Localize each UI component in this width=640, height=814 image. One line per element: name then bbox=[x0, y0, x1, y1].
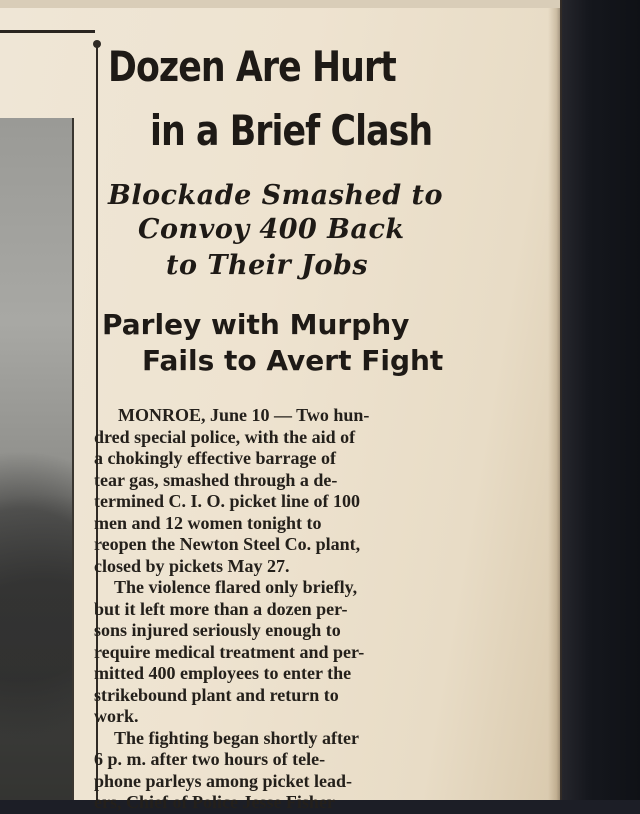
subhead-line-1: Parley with Murphy bbox=[102, 308, 410, 341]
headline-line-1: Dozen Are Hurt bbox=[108, 42, 396, 91]
deck-line-1: Blockade Smashed to bbox=[108, 180, 444, 211]
body-line: The fighting began shortly after bbox=[114, 727, 359, 748]
body-line: termined C. I. O. picket line of 100 bbox=[94, 491, 360, 511]
body-line: ers, Chief of Police Jesse Fisher bbox=[94, 792, 335, 812]
top-strip bbox=[0, 0, 560, 8]
body-line: phone parleys among picket lead- bbox=[94, 770, 353, 791]
body-line: closed by pickets May 27. bbox=[94, 555, 290, 576]
subhead-line-2: Fails to Avert Fight bbox=[142, 344, 444, 377]
body-line: The violence flared only briefly, bbox=[114, 577, 358, 597]
body-line: require medical treatment and per- bbox=[94, 641, 365, 662]
body-line: strikebound plant and return to bbox=[94, 684, 339, 705]
body-line: men and 12 women tonight to bbox=[94, 512, 322, 533]
headline-line-2: in a Brief Clash bbox=[150, 106, 433, 155]
photograph bbox=[0, 118, 74, 800]
body-line: sons injured seriously enough to bbox=[94, 620, 341, 640]
body-line: dred special police, with the aid of bbox=[94, 426, 356, 447]
deck-line-2: Convoy 400 Back bbox=[138, 214, 405, 245]
body-line: 6 p. m. after two hours of tele- bbox=[94, 749, 326, 769]
deck-line-3: to Their Jobs bbox=[166, 250, 369, 281]
column-rule-ornament bbox=[93, 40, 101, 48]
article-body bbox=[94, 405, 464, 814]
body-line: a chokingly effective barrage of bbox=[94, 448, 336, 468]
body-line: MONROE, June 10 — Two hun- bbox=[118, 405, 370, 425]
body-line: mitted 400 employees to enter the bbox=[94, 663, 352, 683]
background-surface bbox=[555, 0, 640, 800]
section-rule bbox=[0, 30, 95, 33]
body-line: reopen the Newton Steel Co. plant, bbox=[94, 534, 361, 554]
body-line: but it left more than a dozen per- bbox=[94, 598, 348, 619]
body-line: work. bbox=[94, 706, 139, 726]
body-line: tear gas, smashed through a de- bbox=[94, 469, 338, 490]
page-edge-shadow bbox=[548, 0, 562, 800]
